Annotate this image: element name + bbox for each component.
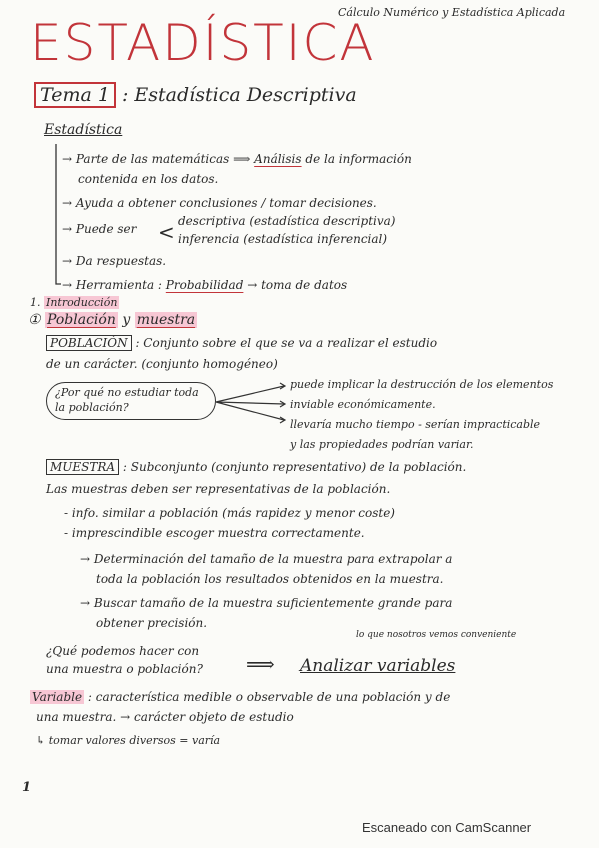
reason2: inviable económicamente. <box>290 398 436 411</box>
brace-icon: < <box>158 220 175 244</box>
muestra-b4b: obtener precisión. <box>96 616 208 630</box>
variable-term: Variable <box>32 690 83 704</box>
variable-def2: una muestra. → carácter objeto de estudio <box>36 710 294 724</box>
poblacion-def2: de un carácter. (conjunto homogéneo) <box>46 357 278 371</box>
implies-icon: ⟹ <box>246 652 275 676</box>
muestra-note: lo que nosotros vemos conveniente <box>356 630 517 640</box>
muestra-def2: Las muestras deben ser representativas de la población. <box>46 482 391 496</box>
reason1: puede implicar la destrucción de los elementos <box>290 378 554 391</box>
fan-arrows <box>214 380 288 440</box>
bracket-line <box>52 142 62 292</box>
reason4: y las propiedades podrían variar. <box>290 438 474 451</box>
subtitle-muestra: muestra <box>136 312 196 328</box>
line1a: Parte de las matemáticas <box>75 152 230 166</box>
line1c: de la información <box>305 152 412 166</box>
muestra-b4a: Buscar tamaño de la muestra suficientemente grande para <box>93 596 453 610</box>
line4: Da respuestas. <box>75 254 167 268</box>
variable-def1: : característica medible o observable de una población y de <box>87 690 451 704</box>
tema-label: Tema 1 <box>34 82 116 108</box>
muestra-b2: imprescindible escoger muestra correctamente. <box>71 526 365 540</box>
arrow-icon: ↳ <box>36 734 46 747</box>
line5a: Herramienta : <box>75 278 162 292</box>
course-title: Cálculo Numérico y Estadística Aplicada <box>338 6 566 19</box>
muestra-def1: : Subconjunto (conjunto representativo) de la población. <box>122 460 467 474</box>
arrow-icon: → <box>62 196 73 210</box>
line5b: Probabilidad <box>165 278 244 292</box>
page-title: ESTADÍSTICA <box>30 14 376 72</box>
line3: Ayuda a obtener conclusiones / tomar decisiones. <box>75 196 377 210</box>
subtitle-y: y <box>122 312 131 328</box>
tema-title: : Estadística Descriptiva <box>121 84 357 106</box>
opt1: descriptiva (estadística descriptiva) <box>178 214 396 228</box>
circle-one-icon: ① <box>28 312 41 328</box>
poblacion-term: POBLACIÓN <box>46 335 132 351</box>
line1b: Análisis <box>254 152 302 166</box>
muestra-b3a: Determinación del tamaño de la muestra para extrapolar a <box>93 552 453 566</box>
intro-label: Introducción <box>46 296 118 309</box>
poblacion-def1: : Conjunto sobre el que se va a realizar el estudio <box>135 336 438 350</box>
arrow-icon: → <box>62 222 73 236</box>
estadistica-heading: Estadística <box>44 122 123 138</box>
variable-def3: tomar valores diversos = varía <box>48 734 221 747</box>
arrow-icon: → <box>62 278 73 292</box>
variables-question1: ¿Qué podemos hacer con <box>46 644 200 658</box>
arrow-icon: → <box>80 552 91 566</box>
intro-number: 1. <box>30 296 41 309</box>
line2: contenida en los datos. <box>78 172 219 186</box>
arrow-icon: → <box>62 152 73 166</box>
arrow-icon: → <box>62 254 73 268</box>
muestra-b1: info. similar a población (más rapidez y menor coste) <box>71 506 395 520</box>
variables-answer: Analizar variables <box>300 656 456 676</box>
reason3: llevaría mucho tiempo - serían impracticable <box>290 418 541 431</box>
line5c: toma de datos <box>261 278 348 292</box>
muestra-term: MUESTRA <box>46 459 119 475</box>
puede-ser: Puede ser <box>75 222 137 236</box>
question-bubble: ¿Por qué no estudiar toda la población? <box>46 382 216 420</box>
variables-question2: una muestra o población? <box>46 662 203 676</box>
arrow-icon: → <box>80 596 91 610</box>
opt2: inferencia (estadística inferencial) <box>178 232 388 246</box>
scanner-watermark: Escaneado con CamScanner <box>362 820 532 835</box>
subtitle-poblacion: Población <box>47 312 116 328</box>
muestra-b3b: toda la población los resultados obtenidos en la muestra. <box>96 572 444 586</box>
page-number: 1 <box>22 780 32 795</box>
